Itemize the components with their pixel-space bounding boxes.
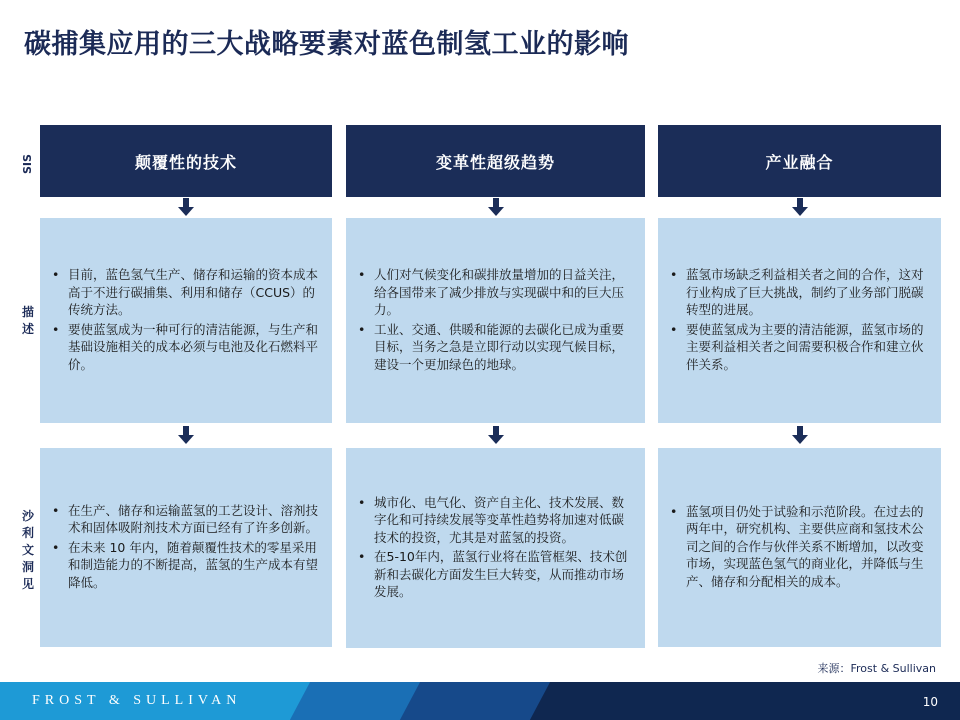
column-header: 产业融合 bbox=[658, 125, 941, 197]
bullet-icon: • bbox=[670, 503, 678, 519]
bullet-item: • 在生产、储存和运输蓝氢的工艺设计、溶剂技术和固体吸附剂技术方面已经有了许多创新。 bbox=[52, 502, 319, 536]
down-arrow-icon bbox=[488, 198, 504, 216]
row-label-description: 描 述 bbox=[21, 305, 34, 336]
column-header: 颠覆性的技术 bbox=[40, 125, 332, 197]
down-arrow-icon bbox=[178, 198, 194, 216]
bullet-item: • 人们对气候变化和碳排放量增加的日益关注，给各国带来了减少排放与实现碳中和的巨大压力。 bbox=[358, 267, 625, 317]
source-note: 来源：Frost & Sullivan bbox=[817, 662, 936, 675]
description-box bbox=[658, 218, 941, 423]
description-box bbox=[40, 218, 332, 423]
bullet-item: • 蓝氢项目仍处于试验和示范阶段。在过去的两年中，研究机构、主要供应商和氢技术公司之间的合作与伙伴关系不断增加，以改变市场，实现蓝色氢气的商业化，并降低与生产、储存和分配相关的成本。 bbox=[670, 503, 924, 589]
bullet-icon: • bbox=[52, 539, 60, 555]
bullet-item: • 要使蓝氢成为主要的清洁能源，蓝氢市场的主要利益相关者之间需要积极合作和建立伙伴关系。 bbox=[670, 321, 924, 372]
page-number: 10 bbox=[922, 695, 938, 709]
bullet-icon: • bbox=[52, 502, 60, 518]
insight-box bbox=[346, 448, 645, 648]
brand-logo: FROST & SULLIVAN bbox=[32, 693, 242, 708]
column-header: 变革性超级趋势 bbox=[346, 125, 645, 197]
bullet-icon: • bbox=[358, 494, 366, 510]
down-arrow-icon bbox=[792, 426, 808, 444]
bullet-icon: • bbox=[358, 321, 366, 337]
row-label-sis: SIS bbox=[21, 154, 34, 174]
row-label-insight: 沙 利 文 洞 见 bbox=[21, 509, 34, 591]
bullet-icon: • bbox=[670, 321, 678, 337]
down-arrow-icon bbox=[488, 426, 504, 444]
bullet-item: • 要使蓝氢成为一种可行的清洁能源，与生产和基础设施相关的成本必须与电池及化石燃料平价。 bbox=[52, 321, 319, 372]
bullet-item: • 蓝氢市场缺乏利益相关者之间的合作，这对行业构成了巨大挑战，制约了业务部门脱碳转型的进展。 bbox=[670, 267, 924, 317]
bullet-icon: • bbox=[358, 549, 366, 564]
bullet-item: • 城市化、电气化、资产自主化、技术发展、数字化和可持续发展等变革性趋势将加速对低碳技术的投资，尤其是对蓝氢的投资。 bbox=[358, 494, 625, 545]
bullet-icon: • bbox=[52, 267, 60, 282]
bullet-icon: • bbox=[358, 267, 366, 282]
bullet-item: • 目前，蓝色氢气生产、储存和运输的资本成本高于不进行碳捕集、利用和储存（CCUS）的传统方法。 bbox=[52, 267, 319, 317]
bullet-item: • 在未来 10 年内，随着颠覆性技术的零星采用和制造能力的不断提高，蓝氢的生产成本有望降低。 bbox=[52, 539, 319, 590]
page-title: 碳捕集应用的三大战略要素对蓝色制氢工业的影响 bbox=[24, 29, 629, 60]
description-box bbox=[346, 218, 645, 423]
bullet-icon: • bbox=[670, 267, 678, 282]
insight-box bbox=[658, 448, 941, 647]
bullet-item: • 在5-10年内，蓝氢行业将在监管框架、技术创新和去碳化方面发生巨大转变，从而推动市场发展。 bbox=[358, 549, 628, 599]
down-arrow-icon bbox=[792, 198, 808, 216]
bullet-item: • 工业、交通、供暖和能源的去碳化已成为重要目标，当务之急是立即行动以实现气候目标，建设一个更加绿色的地球。 bbox=[358, 321, 625, 372]
footer-bar bbox=[0, 682, 960, 720]
insight-box bbox=[40, 448, 332, 647]
bullet-icon: • bbox=[52, 321, 60, 337]
down-arrow-icon bbox=[178, 426, 194, 444]
